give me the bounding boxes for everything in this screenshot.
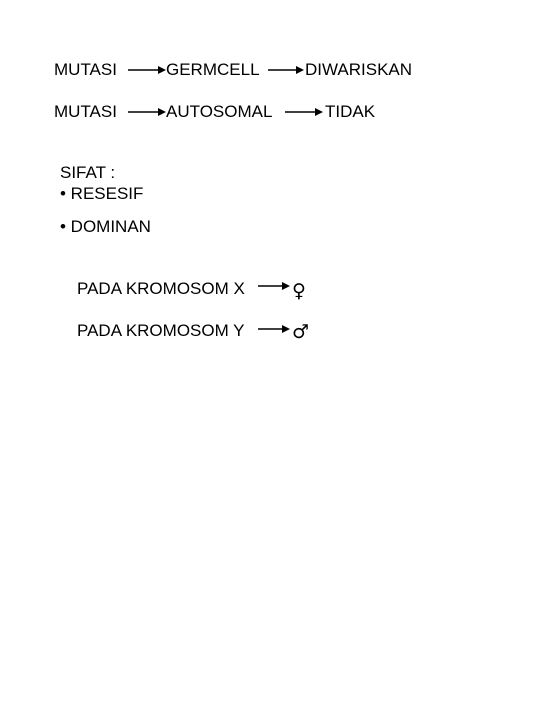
arrow-right-icon: [268, 64, 304, 76]
tidak-label: TIDAK: [325, 102, 376, 121]
female-symbol-icon: ♀: [292, 280, 306, 302]
kromosom-x-label: PADA KROMOSOM X: [77, 279, 245, 298]
diwariskan-label: DIWARISKAN: [305, 60, 413, 79]
mutasi-label-1: MUTASI: [54, 60, 117, 79]
sifat-heading: SIFAT :: [60, 163, 116, 182]
arrow-right-icon: [285, 106, 323, 118]
arrow-right-icon: [258, 323, 290, 335]
male-symbol-icon: ♂: [292, 321, 310, 343]
mutasi-label-2: MUTASI: [54, 102, 117, 121]
bullet-resesif: • RESESIF: [60, 184, 144, 203]
arrow-right-icon: [128, 106, 166, 118]
arrow-right-icon: [128, 64, 166, 76]
arrow-right-icon: [258, 280, 290, 292]
germcell-label: GERMCELL: [166, 60, 260, 79]
bullet-dominan: • DOMINAN: [60, 217, 151, 236]
kromosom-y-label: PADA KROMOSOM Y: [77, 321, 245, 340]
autosomal-label: AUTOSOMAL: [166, 102, 273, 121]
